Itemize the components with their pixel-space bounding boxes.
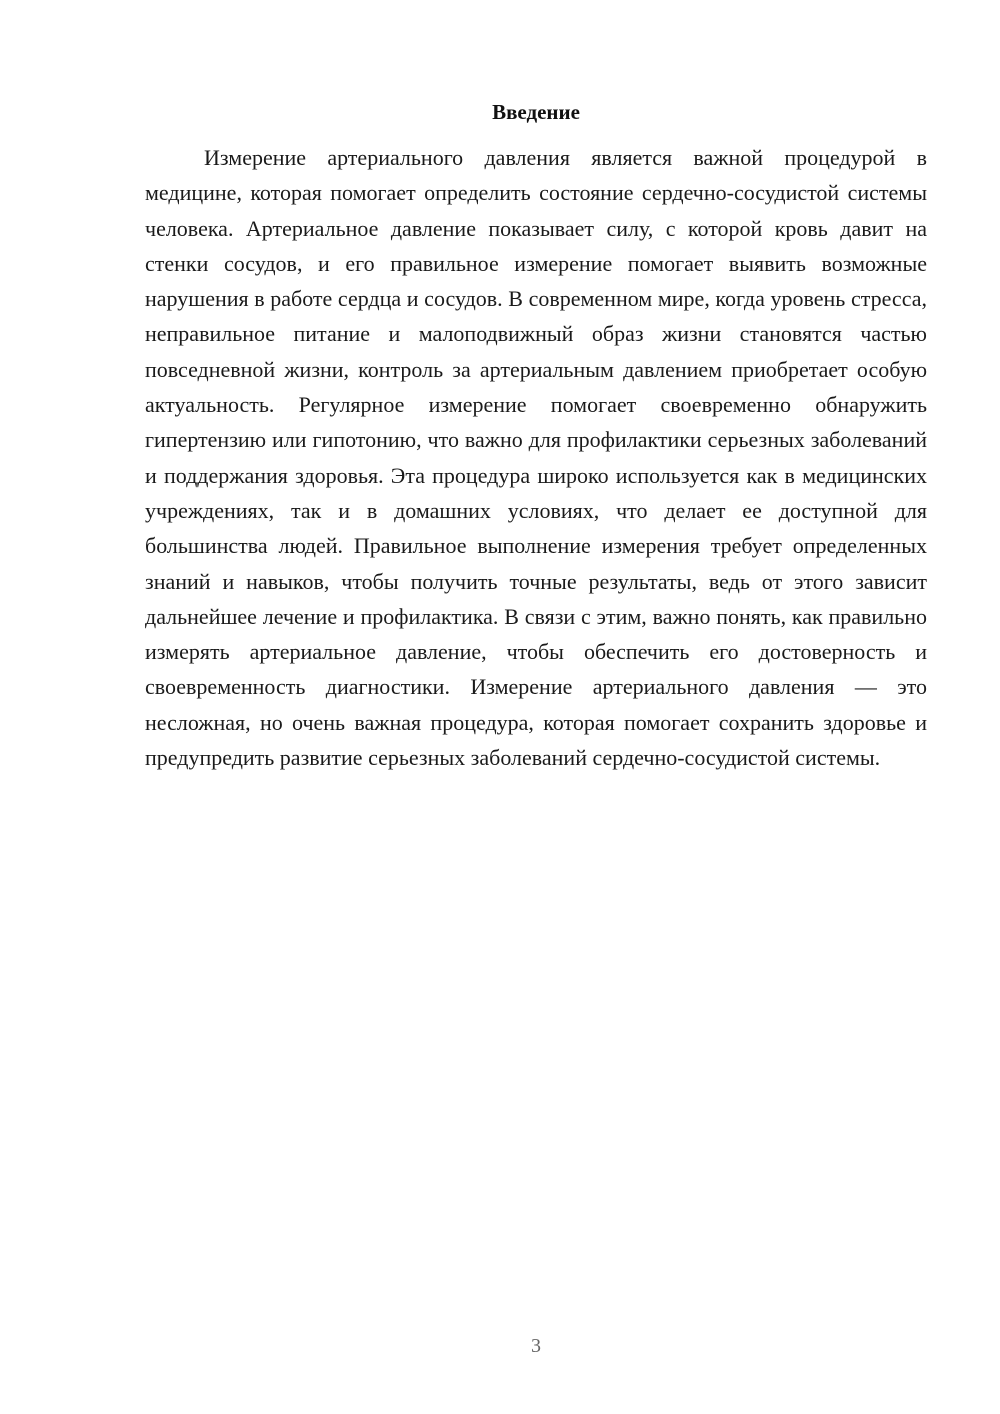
section-title: Введение (492, 100, 580, 124)
body-paragraph: Измерение артериального давления является важной процедурой в медицине, которая помогает определить состояние сердечно-сосудистой системы человека. Артериальное давление показывает силу, с которой кровь давит на стенки сосудов, и его правильное измерение помогает выявить возможные нарушения в работе сердца и сосудов. В современном мире, когда уровень стресса, неправильное питание и малоподвижный образ жизни становятся частью повседневной жизни, контроль за артериальным давлением приобретает особую актуальность. Регулярное измерение помогает своевременно обнаружить гипертензию или гипотонию, что важно для профилактики серьезных заболеваний и поддержания здоровья. Эта процедура широко используется как в медицинских учреждениях, так и в домашних условиях, что делает ее доступной для большинства людей. Правильное выполнение измерения требует определенных знаний и навыков, чтобы получить точные результаты, ведь от этого зависит дальнейшее лечение и профилактика. В связи с этим, важно понять, как правильно измерять артериальное давление, чтобы обеспечить его достоверность и своевременность диагностики. Измерение артериального давления — это несложная, но очень важная процедура, которая помогает сохранить здоровье и предупредить развитие серьезных заболеваний сердечно-сосудистой системы. (145, 145, 927, 771)
page-number: 3 (531, 1335, 541, 1357)
